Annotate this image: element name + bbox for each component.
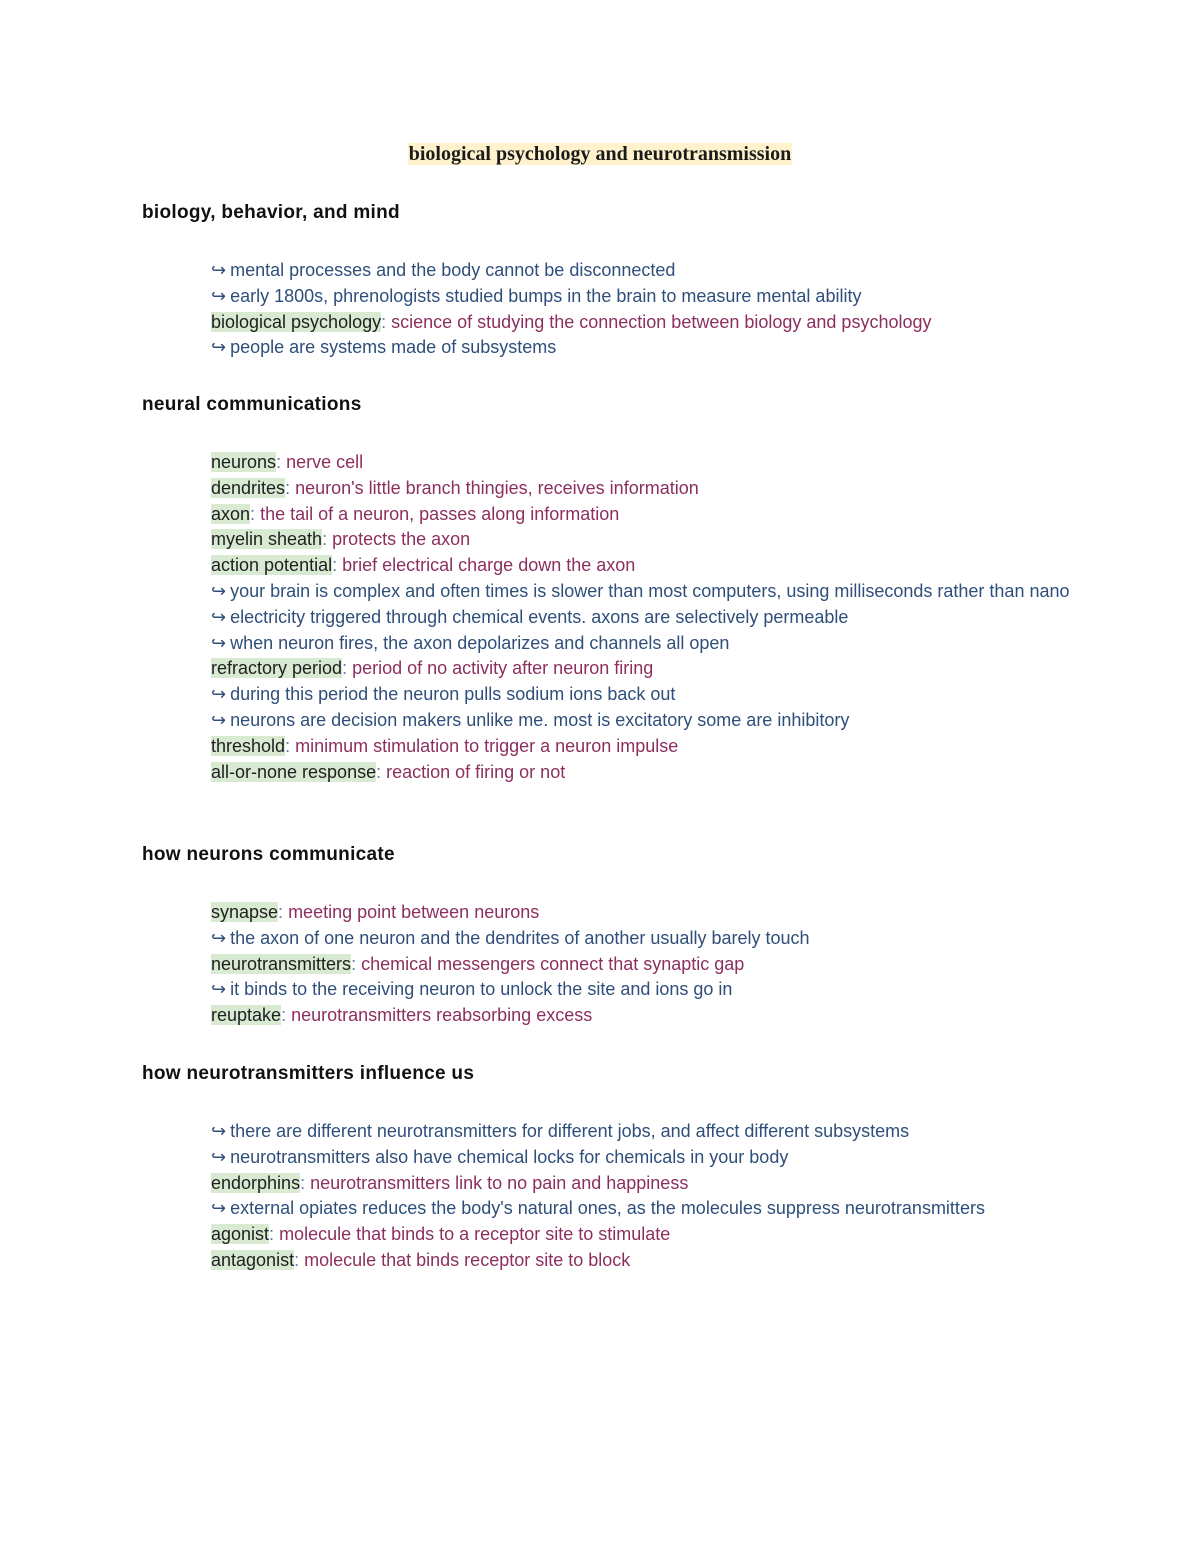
term-definition-line bbox=[142, 450, 1082, 476]
bullet-text: neurons are decision makers unlike me. most is excitatory some are inhibitory bbox=[230, 709, 850, 730]
term-label: endorphins bbox=[211, 1172, 301, 1193]
term-definition-line bbox=[142, 1171, 1082, 1197]
term-separator: : bbox=[285, 735, 296, 756]
bullet-line bbox=[142, 708, 1082, 734]
term-definition-line bbox=[142, 760, 1082, 786]
term-separator: : bbox=[351, 953, 362, 974]
term-definition-line bbox=[142, 1222, 1082, 1248]
bullet-text: neurotransmitters also have chemical locks for chemicals in your body bbox=[230, 1146, 789, 1167]
term-definition-line bbox=[142, 553, 1082, 579]
term-separator: : bbox=[281, 1005, 292, 1026]
bullet-line bbox=[142, 284, 1082, 310]
term-definition: brief electrical charge down the axon bbox=[342, 555, 636, 576]
bullet-line bbox=[142, 1119, 1082, 1145]
term-definition: the tail of a neuron, passes along information bbox=[260, 503, 620, 524]
section-heading: neural communications bbox=[142, 394, 362, 415]
document-title-text: biological psychology and neurotransmission bbox=[408, 143, 792, 165]
term-definition-line bbox=[142, 527, 1082, 553]
bullet-line bbox=[142, 682, 1082, 708]
term-label: all-or-none response bbox=[211, 761, 377, 782]
section-biology-behavior-mind bbox=[142, 201, 1082, 361]
bullet-line bbox=[142, 258, 1082, 284]
term-separator: : bbox=[250, 503, 261, 524]
term-definition: period of no activity after neuron firing bbox=[352, 658, 654, 679]
bullet-text: when neuron fires, the axon depolarizes and channels all open bbox=[230, 632, 730, 653]
term-definition: molecule that binds receptor site to block bbox=[304, 1249, 631, 1270]
bullet-line bbox=[142, 926, 1082, 952]
term-separator: : bbox=[322, 529, 333, 550]
term-separator: : bbox=[381, 311, 392, 332]
term-definition-line bbox=[142, 734, 1082, 760]
term-definition-line bbox=[142, 900, 1082, 926]
term-label: threshold bbox=[211, 735, 286, 756]
bullet-line bbox=[142, 579, 1082, 605]
term-separator: : bbox=[285, 477, 296, 498]
bullet-text: the axon of one neuron and the dendrites of another usually barely touch bbox=[230, 927, 810, 948]
term-definition-line bbox=[142, 310, 1082, 336]
bullet-line bbox=[142, 335, 1082, 361]
arrow-icon: ↪ bbox=[211, 709, 227, 730]
term-definition: molecule that binds to a receptor site to stimulate bbox=[279, 1224, 671, 1245]
document-title bbox=[0, 141, 1200, 167]
bullet-line bbox=[142, 631, 1082, 657]
bullet-line bbox=[142, 977, 1082, 1003]
term-label: myelin sheath bbox=[211, 529, 323, 550]
bullet-text: early 1800s, phrenologists studied bumps in the brain to measure mental ability bbox=[230, 285, 862, 306]
arrow-icon: ↪ bbox=[211, 632, 227, 653]
term-separator: : bbox=[276, 452, 287, 472]
section-how-neurons-communicate bbox=[142, 843, 1082, 1029]
term-label: refractory period bbox=[211, 658, 343, 679]
term-separator: : bbox=[332, 555, 343, 576]
bullet-line bbox=[142, 1196, 1082, 1222]
term-separator: : bbox=[294, 1249, 305, 1270]
arrow-icon: ↪ bbox=[211, 684, 227, 705]
section-how-neurotransmitters-influence-us bbox=[142, 1062, 1082, 1274]
term-label: antagonist bbox=[211, 1249, 295, 1270]
bullet-text: mental processes and the body cannot be disconnected bbox=[230, 260, 676, 280]
term-label: action potential bbox=[211, 555, 333, 576]
term-definition-line bbox=[142, 476, 1082, 502]
term-label: neurotransmitters bbox=[211, 953, 352, 974]
bullet-text: it binds to the receiving neuron to unlock the site and ions go in bbox=[230, 979, 733, 1000]
term-definition: reaction of firing or not bbox=[386, 761, 566, 782]
bullet-line bbox=[142, 1145, 1082, 1171]
section-items bbox=[142, 900, 1082, 1029]
term-label: neurons bbox=[211, 452, 277, 472]
term-definition: nerve cell bbox=[286, 452, 364, 472]
arrow-icon: ↪ bbox=[211, 979, 227, 1000]
term-definition: neurotransmitters reabsorbing excess bbox=[291, 1005, 593, 1026]
arrow-icon: ↪ bbox=[211, 1121, 227, 1141]
term-definition: minimum stimulation to trigger a neuron impulse bbox=[295, 735, 679, 756]
section-heading: how neurotransmitters influence us bbox=[142, 1063, 475, 1084]
bullet-text: your brain is complex and often times is slower than most computers, using milliseconds rather than nano bbox=[230, 580, 1070, 601]
term-label: synapse bbox=[211, 902, 279, 922]
bullet-text: during this period the neuron pulls sodium ions back out bbox=[230, 684, 676, 705]
term-label: reuptake bbox=[211, 1005, 282, 1026]
term-definition: protects the axon bbox=[332, 529, 471, 550]
section-items bbox=[142, 258, 1082, 361]
bullet-line bbox=[142, 605, 1082, 631]
term-label: agonist bbox=[211, 1224, 270, 1245]
term-definition: neurotransmitters link to no pain and happiness bbox=[310, 1172, 689, 1193]
bullet-text: electricity triggered through chemical events. axons are selectively permeable bbox=[230, 606, 849, 627]
term-separator: : bbox=[269, 1224, 280, 1245]
section-neural-communications bbox=[142, 393, 1082, 785]
section-heading: biology, behavior, and mind bbox=[142, 202, 400, 223]
term-definition-line bbox=[142, 952, 1082, 978]
term-label: axon bbox=[211, 503, 251, 524]
section-heading: how neurons communicate bbox=[142, 844, 395, 865]
bullet-text: people are systems made of subsystems bbox=[230, 337, 557, 358]
term-separator: : bbox=[300, 1172, 311, 1193]
arrow-icon: ↪ bbox=[211, 285, 227, 306]
term-definition: science of studying the connection between biology and psychology bbox=[391, 311, 932, 332]
term-separator: : bbox=[278, 902, 289, 922]
bullet-text: external opiates reduces the body's natural ones, as the molecules suppress neurotransmitters bbox=[230, 1198, 985, 1219]
arrow-icon: ↪ bbox=[211, 1198, 227, 1219]
term-label: dendrites bbox=[211, 477, 286, 498]
arrow-icon: ↪ bbox=[211, 606, 227, 627]
term-definition: meeting point between neurons bbox=[288, 902, 540, 922]
arrow-icon: ↪ bbox=[211, 580, 227, 601]
arrow-icon: ↪ bbox=[211, 927, 227, 948]
term-definition-line bbox=[142, 502, 1082, 528]
term-definition-line bbox=[142, 1003, 1082, 1029]
term-separator: : bbox=[376, 761, 387, 782]
term-definition-line bbox=[142, 656, 1082, 682]
term-label: biological psychology bbox=[211, 311, 382, 332]
term-definition-line bbox=[142, 1248, 1082, 1274]
section-items bbox=[142, 450, 1082, 785]
term-definition: neuron's little branch thingies, receives information bbox=[295, 477, 699, 498]
section-items bbox=[142, 1119, 1082, 1274]
bullet-text: there are different neurotransmitters for different jobs, and affect different subsystems bbox=[230, 1121, 910, 1141]
arrow-icon: ↪ bbox=[211, 260, 227, 280]
term-separator: : bbox=[342, 658, 353, 679]
arrow-icon: ↪ bbox=[211, 1146, 227, 1167]
term-definition: chemical messengers connect that synaptic gap bbox=[361, 953, 745, 974]
arrow-icon: ↪ bbox=[211, 337, 227, 358]
